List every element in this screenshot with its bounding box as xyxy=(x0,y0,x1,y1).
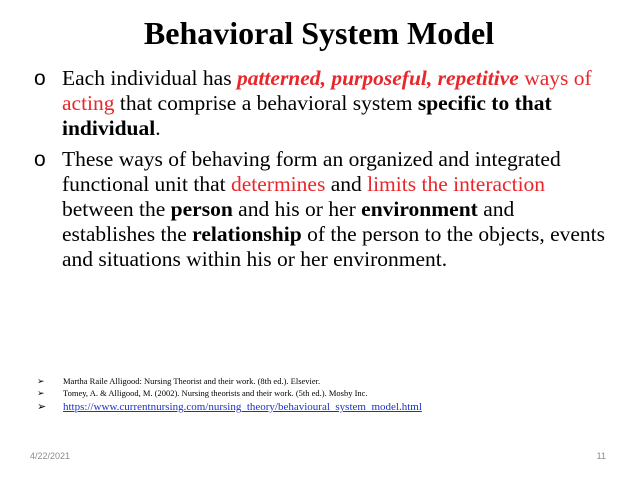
highlight-determines: determines xyxy=(230,172,326,196)
bullet-text-1 xyxy=(62,66,609,141)
bullet1-text: . xyxy=(155,116,161,140)
emphasis-purposeful: purposeful xyxy=(331,66,427,90)
footer-date: 4/22/2021 xyxy=(30,451,71,461)
reference-text: Tomey, A. & Alligood, M. (2002). Nursing theorists and their work. (5th ed.). Mosby Inc. xyxy=(63,387,368,398)
bullet2-text: between the xyxy=(62,197,171,221)
arrow-bullet-icon: ➢ xyxy=(37,376,45,386)
arrow-bullet-icon: ➢ xyxy=(37,387,45,398)
bullet-text-2 xyxy=(62,147,609,272)
reference-list xyxy=(37,376,597,415)
reference-item-1 xyxy=(37,376,597,388)
emphasis-patterned: patterned xyxy=(236,66,321,90)
bullet1-text: that comprise a behavioral system xyxy=(114,91,418,115)
slide-title: Behavioral System Model xyxy=(143,15,495,51)
bullet2-text: and his or her xyxy=(232,197,362,221)
bold-relationship: relationship xyxy=(192,222,302,246)
emphasis-repetitive: repetitive xyxy=(437,66,519,90)
bold-environment: environment xyxy=(361,197,478,221)
bullet-marker: o xyxy=(34,148,46,171)
highlight-limits-interaction: limits the interaction xyxy=(367,172,546,196)
bullet1-text: Each individual has xyxy=(62,66,237,90)
bullet2-text: and establishes the xyxy=(62,197,515,246)
page-number: 11 xyxy=(596,451,606,461)
bullet-list xyxy=(34,66,609,278)
bullet-item-1 xyxy=(34,66,609,141)
reference-text: Martha Raile Alligood: Nursing Theorist and their work. (8th ed.). Elsevier. xyxy=(63,376,321,386)
bullet2-text: These ways of behaving form an organized and integrated functional unit that xyxy=(62,147,561,196)
bullet2-text: and xyxy=(325,172,368,196)
arrow-bullet-icon: ➢ xyxy=(37,401,47,413)
highlight-ways-of-acting: ways of acting xyxy=(62,66,592,115)
reference-link[interactable]: https://www.currentnursing.com/nursing_theory/behavioural_system_model.html xyxy=(63,401,422,413)
bold-specific: specific to that individual xyxy=(62,91,552,140)
reference-item-3 xyxy=(37,400,597,415)
emphasis-comma: , xyxy=(320,66,332,90)
bullet-marker: o xyxy=(34,67,46,90)
reference-item-2 xyxy=(37,388,597,400)
bullet2-text: of the person to the objects, events and situations within his or her environment. xyxy=(62,222,605,271)
bullet-item-2 xyxy=(34,147,609,272)
bold-person: person xyxy=(170,197,233,221)
emphasis-comma: , xyxy=(426,66,438,90)
